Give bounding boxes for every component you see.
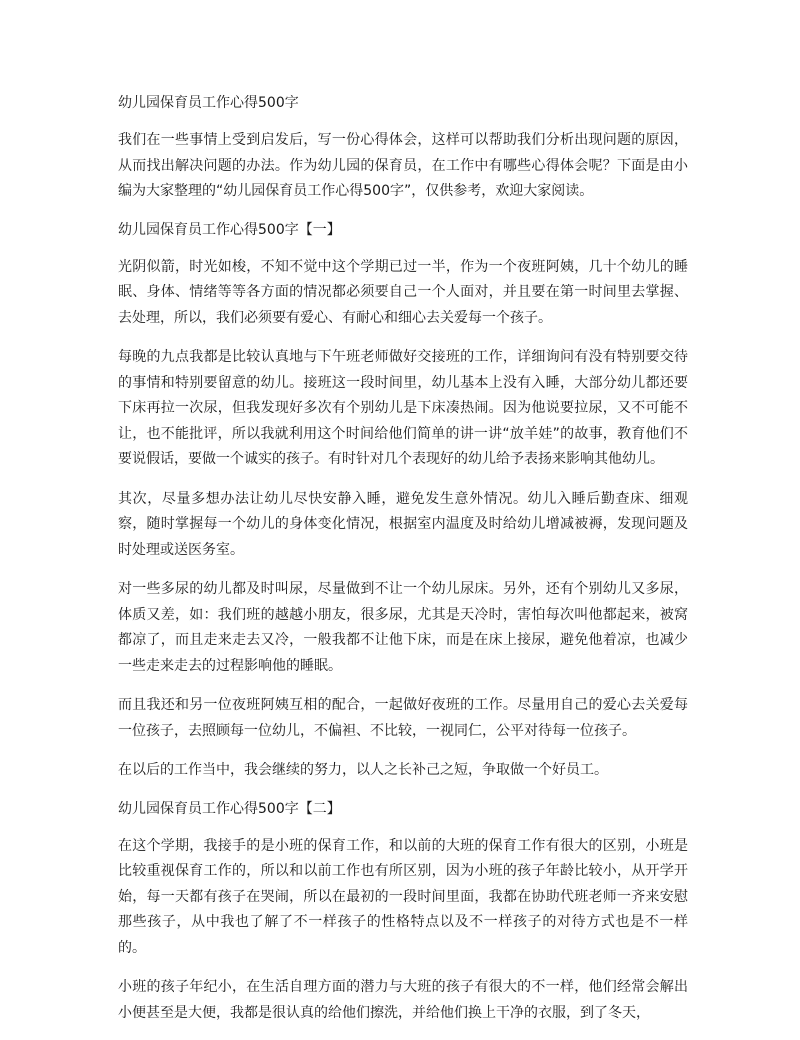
section-two-paragraph-2: 小班的孩子年纪小，在生活自理方面的潜力与大班的孩子有很大的不一样，他们经常会解出小便甚至是大便，我都是很认真的给他们擦洗，并给他们换上干净的衣服，到了冬天， xyxy=(118,979,688,1021)
section-one-paragraph-2: 每晚的九点我都是比较认真地与下午班老师做好交接班的工作，详细询问有没有特别要交待的事情和特别要留意的幼儿。接班这一段时间里，幼儿基本上没有入睡，大部分幼儿都还要下床再拉一次尿，但我发现好多次有个别幼儿是下床凑热闹。因为他说要拉尿，又不可能不让，也不能批评，所以我就利用这个时间给他们简单的讲一讲“放羊娃”的故事，教育他们不要说假话，要做一个诚实的孩子。有时针对几个表现好的幼儿给予表扬来影响其他幼儿。 xyxy=(118,349,688,467)
section-one xyxy=(118,219,688,784)
section-one-heading: 幼儿园保育员工作心得500字【一】 xyxy=(118,221,341,238)
section-two-paragraph-1: 在这个学期，我接手的是小班的保育工作，和以前的大班的保育工作有很大的区别，小班是比较重视保育工作的，所以和以前工作也有所区别，因为小班的孩子年龄比较小，从开学开始，每一天都有孩子在哭闹，所以在最初的一段时间里面，我都在协助代班老师一齐来安慰那些孩子，从中我也了解了不一样孩子的性格特点以及不一样孩子的对待方式也是不一样的。 xyxy=(118,837,688,956)
document-page xyxy=(118,92,688,1040)
document-title: 幼儿园保育员工作心得500字 xyxy=(118,95,299,111)
section-one-paragraph-6: 在以后的工作当中，我会继续的努力，以人之长补己之短，争取做一个好员工。 xyxy=(118,762,608,778)
section-two xyxy=(118,798,688,1027)
section-one-paragraph-1: 光阴似箭，时光如梭，不知不觉中这个学期已过一半，作为一个夜班阿姨，几十个幼儿的睡眠、身体、情绪等等各方面的情况都必须要自己一个人面对，并且要在第一时间里去掌握、去处理，所以，我们必须要有爱心、有耐心和细心去关爱每一个孩子。 xyxy=(118,258,688,326)
intro-paragraph: 我们在一些事情上受到启发后，写一份心得体会，这样可以帮助我们分析出现问题的原因，从而找出解决问题的办法。作为幼儿园的保育员，在工作中有哪些心得体会呢？下面是由小编为大家整理的“幼儿园保育员工作心得500字”，仅供参考，欢迎大家阅读。 xyxy=(118,132,688,199)
section-two-heading: 幼儿园保育员工作心得500字【二】 xyxy=(118,800,341,817)
section-one-paragraph-3: 其次，尽量多想办法让幼儿尽快安静入睡，避免发生意外情况。幼儿入睡后勤查床、细观察，随时掌握每一个幼儿的身体变化情况，根据室内温度及时给幼儿增减被褥，发现问题及时处理或送医务室。 xyxy=(118,490,688,558)
section-one-paragraph-4: 对一些多尿的幼儿都及时叫尿，尽量做到不让一个幼儿尿床。另外，还有个别幼儿又多尿，体质又差，如：我们班的越越小朋友，很多尿，尤其是天冷时，害怕每次叫他都起来，被窝都凉了，而且走来走去又冷，一般我都不让他下床，而是在床上接尿，避免他着凉，也减少一些走来走去的过程影响他的睡眠。 xyxy=(118,581,688,674)
section-one-paragraph-5: 而且我还和另一位夜班阿姨互相的配合，一起做好夜班的工作。尽量用自己的爱心去关爱每一位孩子，去照顾每一位幼儿，不偏袒、不比较，一视同仁，公平对待每一位孩子。 xyxy=(118,697,688,739)
